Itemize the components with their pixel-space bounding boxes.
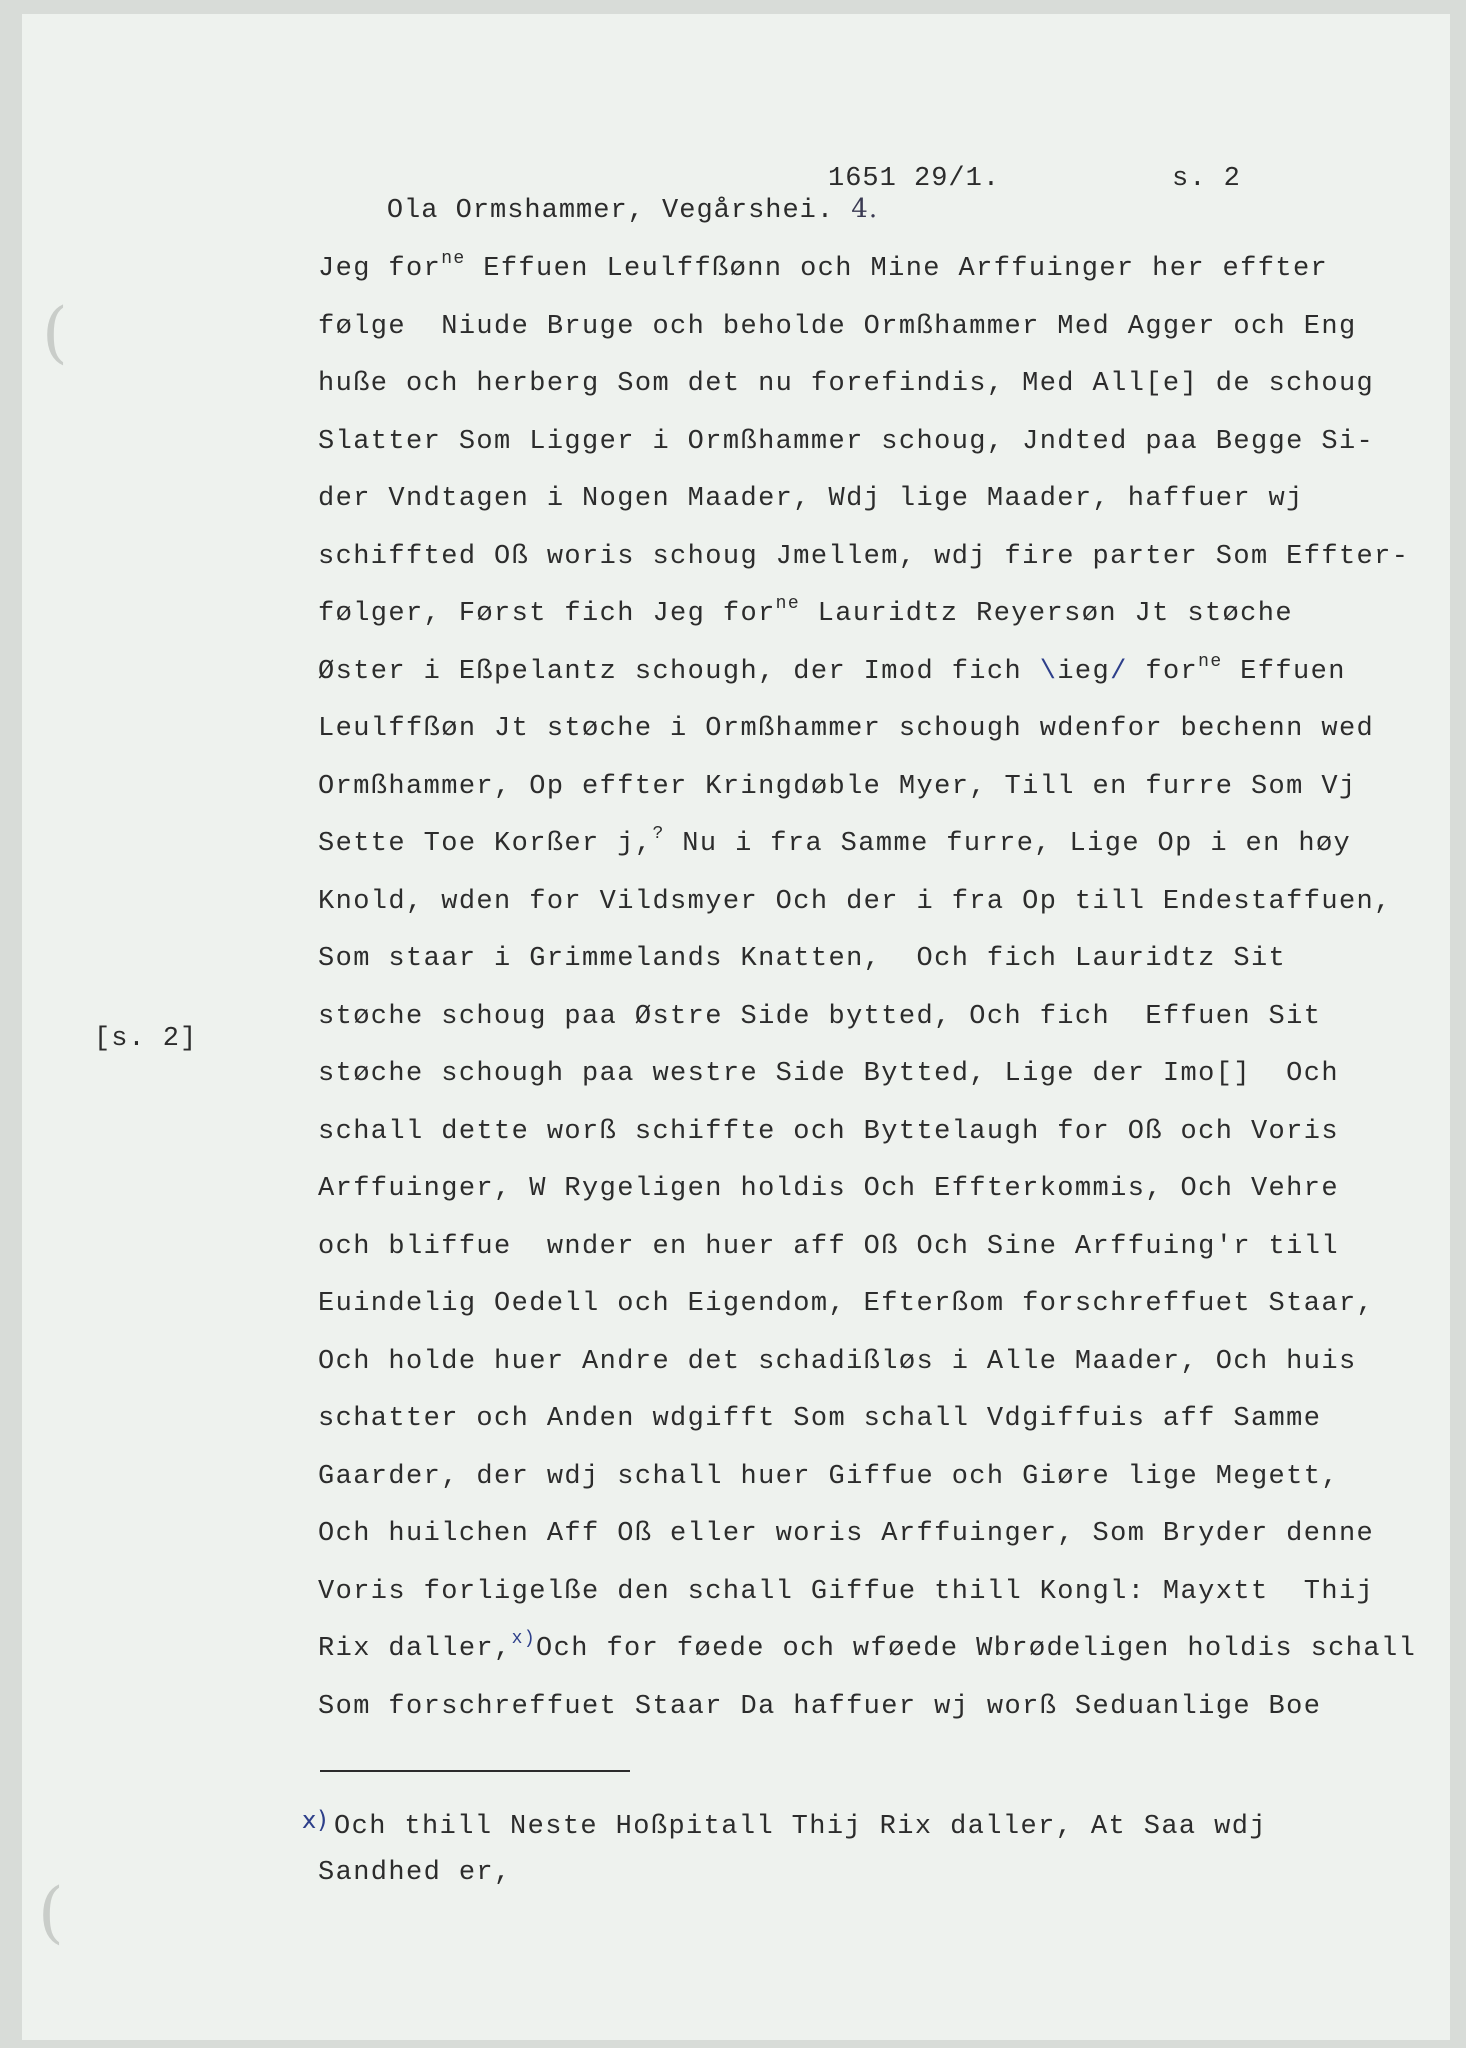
text-segment: Som staar i Grimmelands Knatten, Och fich Lauridtz Sit (318, 944, 1287, 974)
handwritten-number: 4. (851, 194, 879, 224)
text-line (318, 1289, 1374, 1319)
header-name: Ola Ormshammer, Vegårshei. 4. (386, 194, 879, 226)
text-segment: ieg (1057, 656, 1111, 687)
text-segment: Lauridtz Reyersøn Jt støche (800, 599, 1293, 629)
superscript: ne (441, 249, 466, 269)
footnote-rule (320, 1770, 630, 1772)
text-segment: / (1110, 656, 1128, 687)
text-line (318, 651, 1346, 687)
document-page (22, 14, 1450, 2040)
text-segment: følge Niude Bruge och beholde Ormßhammer Med Agger och Eng (318, 311, 1357, 342)
text-segment: ø (1028, 1634, 1047, 1664)
footnote-mark: x) (302, 1806, 329, 1834)
text-line (318, 1692, 1321, 1722)
text-segment: schiffted Oß woris schoug Jmellem, wdj fire parter Som Effter- (318, 541, 1410, 572)
text-segment: Jeg for (318, 254, 442, 284)
text-segment: Leulffßøn Jt støche i Ormßhammer schough wdenfor bechenn wed (318, 714, 1375, 744)
header-date: 1651 29/1. (828, 164, 1001, 194)
text-line (318, 1174, 1339, 1204)
footnote-line: Och thill Neste Hoßpitall Thij Rix daller, At Saa wdj (334, 1812, 1267, 1842)
text-segment: Och for føede och wføede Wbr (536, 1634, 1029, 1664)
text-segment: Sette Toe Korßer j, (318, 829, 653, 859)
text-segment: Slatter Som Ligger i Ormßhammer schoug, Jndted paa Begge Si- (318, 426, 1375, 457)
text-segment: Knold, wden for Vildsmyer Och der i fra Op till Endestaffuen, (318, 886, 1392, 917)
text-line (318, 1117, 1339, 1147)
text-line (318, 714, 1374, 744)
text-line (318, 1462, 1339, 1492)
superscript: ne (775, 594, 801, 614)
text-line (318, 369, 1374, 399)
superscript: ne (1198, 651, 1223, 672)
text-segment: Euindelig Oedell och Eigendom, Efterßom forschreffuet Staar, (318, 1289, 1375, 1319)
page-number: s. 2 (1172, 164, 1241, 194)
text-line (318, 312, 1357, 342)
text-line (318, 484, 1304, 514)
text-line (318, 249, 1329, 284)
text-line (318, 1232, 1339, 1262)
margin-note: [s. 2] (94, 1024, 198, 1054)
text-segment: Effuen (1222, 656, 1346, 687)
text-line (318, 594, 1293, 629)
text-line (318, 887, 1392, 917)
text-line (318, 1002, 1321, 1032)
text-line (318, 1404, 1321, 1434)
text-segment: Gaarder, der wdj schall huer Giffue och Giøre lige Megett, (318, 1461, 1339, 1492)
text-line (318, 824, 1352, 859)
text-line (318, 1577, 1374, 1607)
text-line (318, 772, 1357, 802)
text-segment: Nu i fra Samme furre, Lige Op i en høy (664, 829, 1352, 859)
bleed-through-mark: ( (42, 294, 68, 371)
text-segment: Rix daller, (318, 1634, 512, 1664)
text-line (318, 1629, 1417, 1664)
text-segment: schall dette worß schiffte och Byttelaugh for Oß och Voris (318, 1116, 1339, 1147)
footnote-line: Sandhed er, (318, 1858, 512, 1888)
text-segment: Arffuinger, W Rygeligen holdis Och Effterkommis, Och Vehre (318, 1174, 1339, 1204)
text-segment: Och huilchen Aff Oß eller woris Arffuinger, Som Bryder denne (318, 1519, 1375, 1549)
text-segment: Som forschreffuet Staar Da haffuer wj worß Seduanlige Boe (318, 1691, 1322, 1722)
text-segment: for (1127, 656, 1199, 687)
text-line (318, 1519, 1374, 1549)
text-segment: der Vndtagen i Nogen Maader, Wdj lige Maader, haffuer wj (318, 484, 1304, 514)
text-segment: støche schough paa westre Side Bytted, Lige der Imo[] Och (318, 1059, 1339, 1089)
text-segment: Ormßhammer, Op effter Kringdøble Myer, Till en furre Som Vj (318, 771, 1357, 802)
text-segment: Øster i Eßpelantz schough, der Imod fich (318, 656, 1040, 687)
superscript: ? (652, 824, 665, 844)
text-segment: følger, Først fich Jeg for (318, 599, 776, 629)
text-segment: Effuen Leulffßønn och Mine Arffuinger her effter (465, 254, 1329, 284)
text-line (318, 1347, 1357, 1377)
text-line (318, 427, 1374, 457)
text-line (318, 1059, 1339, 1089)
text-segment: deligen holdis schall (1046, 1634, 1417, 1664)
text-segment: \ (1039, 656, 1058, 687)
text-segment: och bliffue wnder en huer aff Oß Och Sine Arffuing'r till (318, 1231, 1339, 1262)
text-segment: huße och herberg Som det nu forefindis, Med All[e] de schoug (318, 369, 1375, 399)
text-line (318, 542, 1409, 572)
text-segment: Voris forligelße den schall Giffue thill Kongl: Mayxtt Thij (318, 1576, 1375, 1607)
bleed-through-mark: ( (38, 1874, 64, 1951)
superscript: x) (511, 1629, 537, 1649)
text-segment: Och holde huer Andre det schadißløs i Alle Maader, Och huis (318, 1346, 1357, 1377)
text-segment: schatter och Anden wdgifft Som schall Vdgiffuis aff Samme (318, 1404, 1322, 1434)
text-line (318, 944, 1286, 974)
text-segment: støche schoug paa Østre Side bytted, Och fich Effuen Sit (318, 1001, 1322, 1032)
